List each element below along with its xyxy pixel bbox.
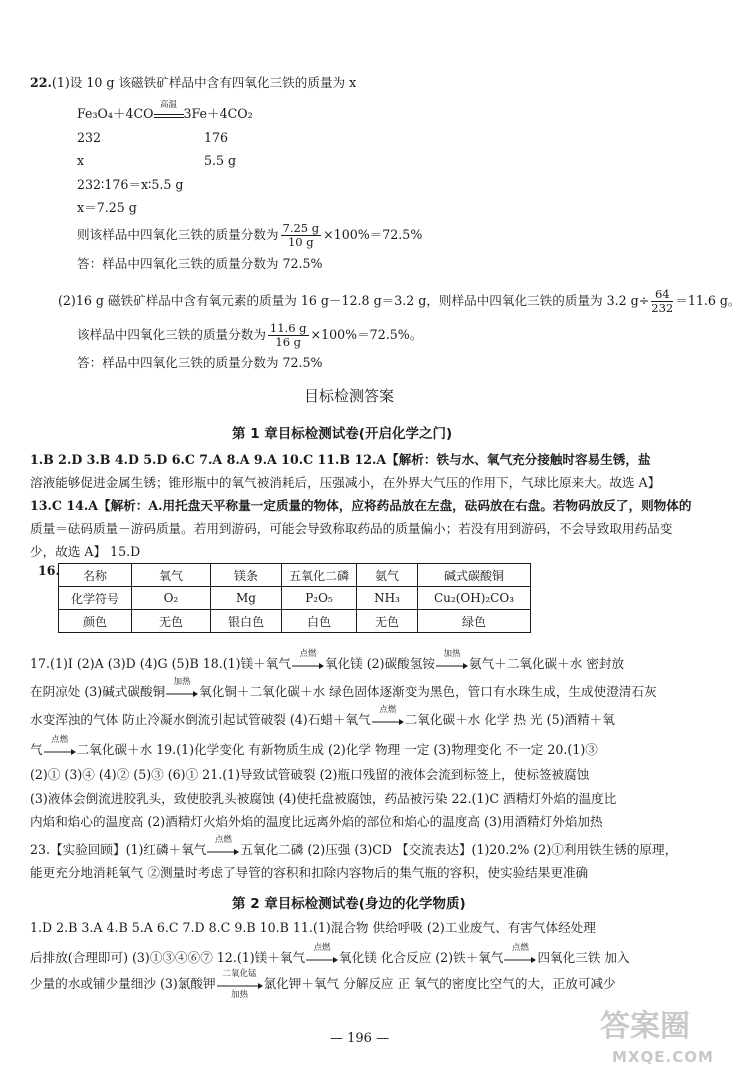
q17-line — [30, 648, 625, 672]
ch2-l3b: 氯化钾＋氧气 分解反应 正 氧气的密度比空气的大，正放可减少 — [263, 976, 616, 991]
arrow-condition: 点燃 — [511, 942, 529, 953]
f1-numerator: 7.25 g — [282, 221, 320, 235]
arrow-condition: 加热 — [443, 648, 461, 659]
table-cell: 绿色 — [418, 610, 531, 633]
heat-arrow — [436, 648, 468, 671]
heat-arrow — [166, 676, 198, 699]
table-cell: 氨气 — [357, 564, 418, 587]
q23-line: 内焰和焰心的温度高 (2)酒精灯火焰外焰的温度比远离外焰的部位和焰心的温度高 (3)用酒精灯外焰加热 — [30, 814, 603, 829]
ch2-l2a: 后排放(合理即可) (3)①③④⑥⑦ 12.(1)镁＋氧气 — [30, 950, 306, 965]
q20-b: 二氧化碳＋水 19.(1)化学变化 有新物质生成 (2)化学 物理 一定 (3)物理变化 不一定 20.(1)③ — [76, 742, 598, 757]
table-cell: O₂ — [132, 587, 211, 610]
fraction-line-1 — [77, 222, 422, 249]
watermark-url: MXQE.COM — [612, 1048, 714, 1066]
table-row — [59, 564, 531, 587]
mass-176: 176 — [204, 130, 229, 145]
q16-number: 16. — [38, 563, 60, 578]
table-cell: 化学符号 — [59, 587, 132, 610]
arrow-condition-top: 二氧化锰 — [222, 968, 257, 979]
f1-suffix: ×100%＝72.5% — [323, 227, 423, 242]
high-temp-sign — [154, 99, 184, 122]
q24-a: 23.【实验回顾】(1)红磷＋氧气 — [30, 842, 207, 857]
q22-number: 22. — [30, 75, 52, 90]
ch1-l1b: B 2.D 3.B 4.D 5.D 6.C 7.A 8.A 9.A 10.C 11.B 12.A【解析：铁与水、氧气充分接触时容易生锈，盐 — [43, 452, 651, 467]
fraction-1 — [281, 222, 322, 249]
mno2-heat-arrow — [217, 968, 263, 1000]
ch1-line-3: 13.C 14.A【解析：A.用托盘天平称量一定质量的物体，应将药品放在左盘，砝码放在右盘。若物码放反了，则物体的 — [30, 498, 692, 513]
ch2-line-1: 1.D 2.B 3.A 4.B 5.A 6.C 7.D 8.C 9.B 10.B 11.(1)混合物 供给呼吸 (2)工业废气、有害气体经处理 — [30, 920, 596, 935]
q19-b: 二氧化碳＋水 化学 热 光 (5)酒精＋氧 — [404, 712, 615, 727]
mass-232: 232 — [77, 130, 102, 145]
table-cell: 镁条 — [211, 564, 282, 587]
table-cell: 无色 — [357, 610, 418, 633]
table-cell: NH₃ — [357, 587, 418, 610]
ch2-line-3 — [30, 968, 616, 1000]
x-value: x＝7.25 g — [77, 200, 137, 215]
q22-text: (1)设 10 g 该磁铁矿样品中含有四氧化三铁的质量为 x — [51, 75, 357, 90]
q22-equation — [77, 99, 253, 122]
ch2-l3a: 少量的水或铺少量细沙 (3)氯酸钾 — [30, 976, 216, 991]
answer-1: 答：样品中四氧化三铁的质量分数为 72.5% — [77, 256, 323, 271]
ignite-arrow — [306, 942, 338, 965]
mass-5-5: 5.5 g — [204, 153, 237, 168]
q25-line: 能更充分地消耗氧气 ②测量时考虑了导管的容积和扣除内容物后的集气瓶的容积，使实验结果更准确 — [30, 865, 589, 880]
q24-line — [30, 834, 678, 858]
p2-numerator: 64 — [651, 288, 673, 302]
table-row — [59, 610, 531, 633]
f2-denominator: 16 g — [275, 335, 302, 349]
table-row — [59, 587, 531, 610]
table-cell: 名称 — [59, 564, 132, 587]
ch1-line-1 — [30, 451, 651, 468]
fraction-2 — [268, 322, 309, 349]
f2-numerator: 11.6 g — [269, 321, 307, 335]
ch1-line-5: 少，故选 A】 15.D — [30, 544, 141, 559]
q16-table — [58, 563, 531, 633]
eq-right: 3Fe＋4CO₂ — [183, 106, 253, 121]
ch1-l1a: 1. — [30, 452, 44, 467]
fraction-p2 — [651, 288, 673, 315]
arrow-condition: 点燃 — [299, 648, 317, 659]
q22-part-2 — [58, 288, 741, 315]
q17-c: 氨气＋二氧化碳＋水 密封放 — [468, 656, 625, 671]
table-cell: 白色 — [282, 610, 357, 633]
q19-a: 水变浑浊的气体 防止冷凝水倒流引起试管破裂 (4)石蜡＋氧气 — [30, 712, 371, 727]
f2-suffix: ×100%＝72.5%。 — [310, 327, 423, 342]
ignite-arrow — [292, 648, 324, 671]
answer-2: 答：样品中四氧化三铁的质量分数为 72.5% — [77, 355, 323, 370]
table-cell: 无色 — [132, 610, 211, 633]
q24-b: 五氧化二磷 (2)压强 (3)CD 【交流表达】(1)20.2% (2)①利用铁生锈的原理， — [240, 842, 678, 857]
ignite-arrow — [207, 834, 239, 857]
q18-line — [30, 676, 657, 700]
q20-a: 气 — [30, 742, 43, 757]
ignite-arrow — [44, 734, 76, 757]
ch2-l2b: 氧化镁 化合反应 (2)铁＋氧气 — [339, 950, 504, 965]
chapter-1-title: 第 1 章目标检测试卷(开启化学之门) — [232, 426, 453, 442]
ch2-l2c: 四氧化三铁 加入 — [537, 950, 630, 965]
q20-line — [30, 734, 598, 758]
f1-prefix: 则该样品中四氧化三铁的质量分数为 — [77, 227, 279, 242]
ratio-line: 232∶176＝x∶5.5 g — [77, 177, 184, 192]
q22-line-1 — [30, 74, 356, 91]
arrow-condition-bottom: 加热 — [231, 989, 249, 1000]
watermark-logo: 答案圈 — [600, 1009, 690, 1044]
q18-b: 氧化铜＋二氧化碳＋水 绿色固体逐渐变为黑色，管口有水珠生成，生成使澄清石灰 — [199, 684, 657, 699]
q17-b: 氧化镁 (2)碳酸氢铵 — [324, 656, 435, 671]
f2-prefix: 该样品中四氧化三铁的质量分数为 — [77, 327, 266, 342]
mass-x: x — [77, 153, 85, 168]
ch1-line-4: 质量＝砝码质量－游码质量。若用到游码，可能会导致称取药品的质量偏小；若没有用到游码，不会导致取用药品变 — [30, 521, 673, 536]
f1-denominator: 10 g — [287, 235, 314, 249]
table-cell: 五氧化二磷 — [282, 564, 357, 587]
p2-prefix: (2)16 g 磁铁矿样品中含有氧元素的质量为 16 g－12.8 g＝3.2 g，则样品中四氧化三铁的质量为 3.2 g÷ — [58, 293, 650, 308]
arrow-condition: 点燃 — [51, 734, 69, 745]
p2-denominator: 232 — [651, 301, 674, 315]
q18-a: 在阴凉处 (3)碱式碳酸铜 — [30, 684, 166, 699]
arrow-condition: 点燃 — [379, 704, 397, 715]
table-cell: Mg — [211, 587, 282, 610]
q17-a: 17.(1)I (2)A (3)D (4)G (5)B 18.(1)镁＋氧气 — [30, 656, 291, 671]
ignite-arrow — [372, 704, 404, 727]
table-cell: 碱式碳酸铜 — [418, 564, 531, 587]
p2-suffix: ＝11.6 g。 — [675, 293, 741, 308]
ch1-line-2: 溶液能够促进金属生锈；锥形瓶中的氧气被消耗后，压强减小，在外界大气压的作用下，气球比原来大。故选 A】 — [30, 475, 661, 490]
table-cell: Cu₂(OH)₂CO₃ — [418, 587, 531, 610]
table-cell: P₂O₅ — [282, 587, 357, 610]
page-number: — 196 — — [330, 1031, 390, 1046]
eq-condition: 高温 — [159, 99, 177, 110]
fraction-line-2 — [77, 322, 422, 349]
q21-line: (2)① (3)④ (4)② (5)③ (6)① 21.(1)导致试管破裂 (2)瓶口残留的液体会流到标签上，使标签被腐蚀 — [30, 767, 590, 782]
table-cell: 银白色 — [211, 610, 282, 633]
q22-line: (3)液体会倒流进胶乳头，致使胶乳头被腐蚀 (4)使托盘被腐蚀，药品被污染 22.(1)C 酒精灯外焰的温度比 — [30, 791, 617, 806]
arrow-condition: 点燃 — [313, 942, 331, 953]
arrow-condition: 点燃 — [214, 834, 232, 845]
table-cell: 颜色 — [59, 610, 132, 633]
table-cell: 氧气 — [132, 564, 211, 587]
ignite-arrow — [504, 942, 536, 965]
q19-line — [30, 704, 615, 728]
chapter-2-title: 第 2 章目标检测试卷(身边的化学物质) — [232, 896, 466, 912]
section-title: 目标检测答案 — [304, 387, 395, 405]
eq-left: Fe₃O₄＋4CO — [77, 106, 154, 121]
ch2-line-2 — [30, 942, 630, 966]
arrow-condition: 加热 — [173, 676, 191, 687]
